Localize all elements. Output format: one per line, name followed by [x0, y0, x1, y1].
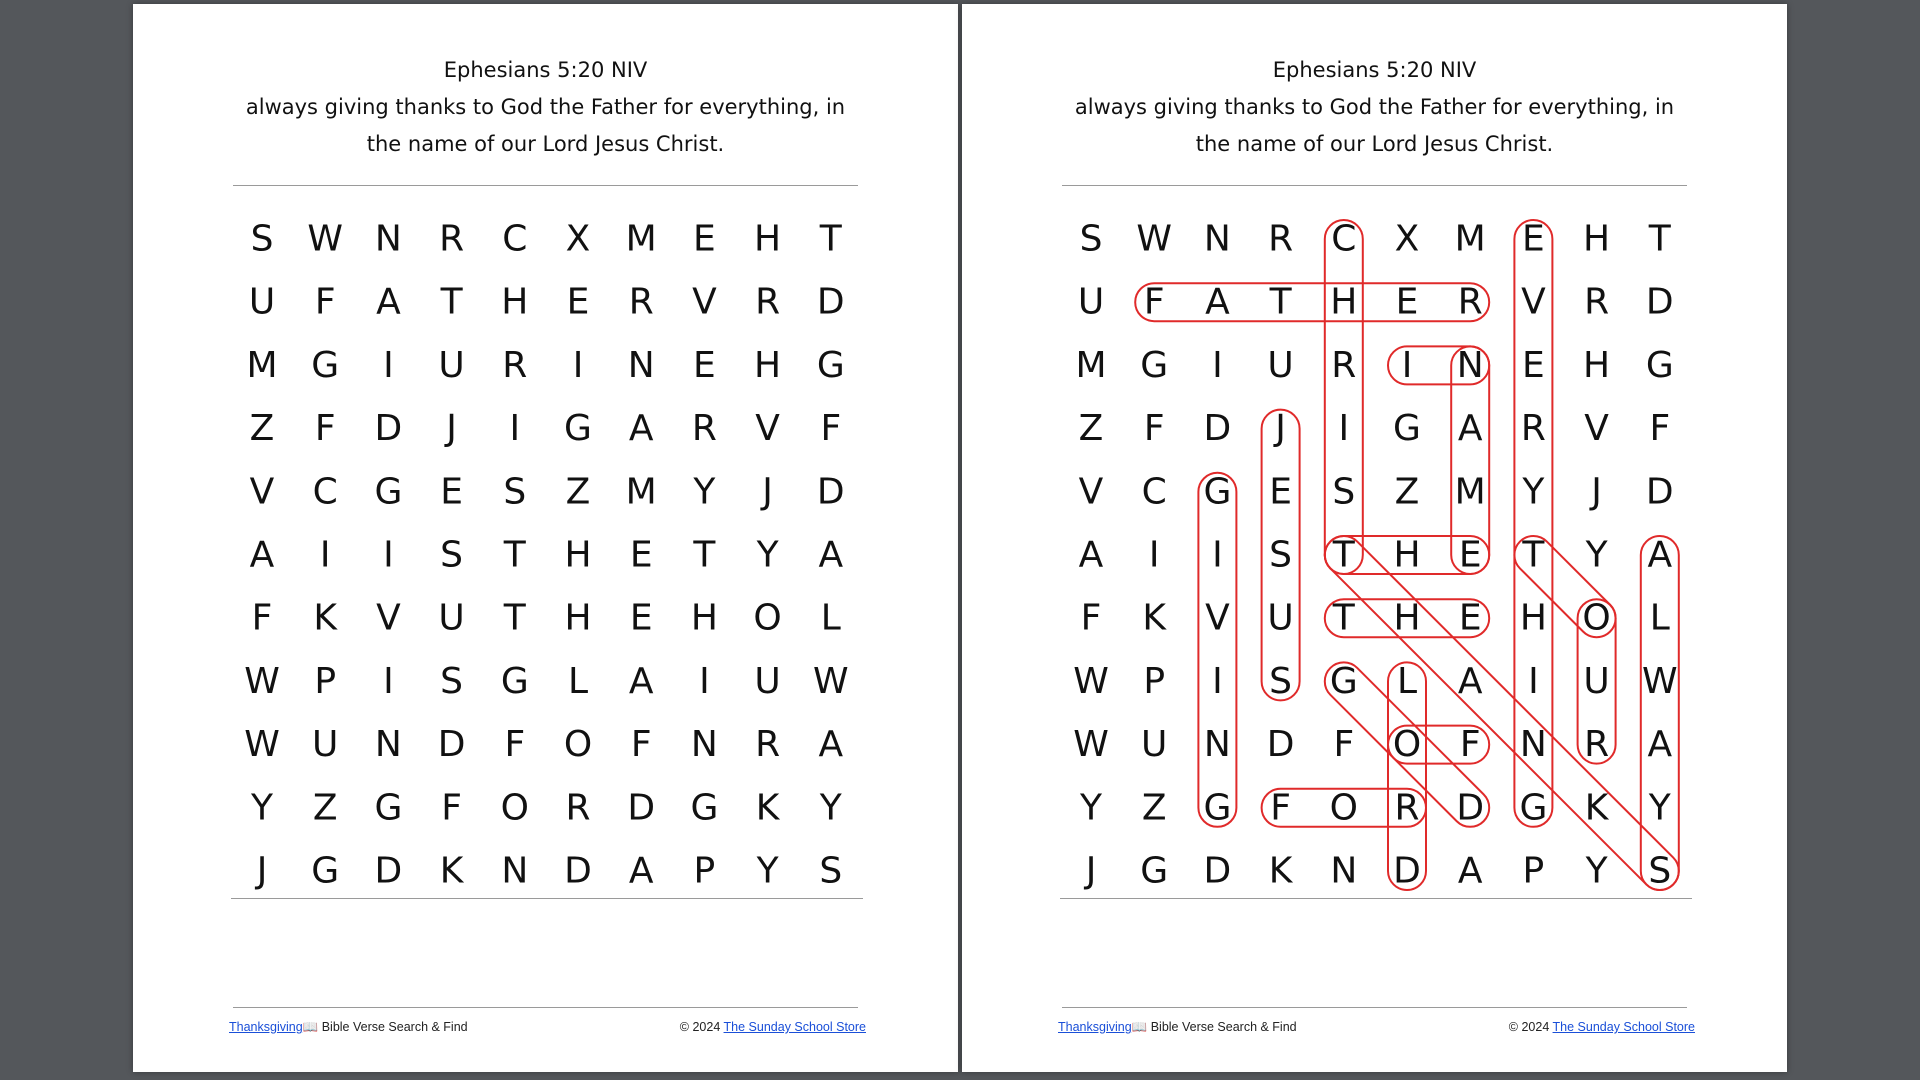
bottom-divider — [231, 898, 863, 899]
footer-title — [1058, 1020, 1297, 1035]
grid-letter: G — [374, 787, 403, 829]
grid-letter: F — [314, 408, 336, 450]
grid-letter: N — [1456, 344, 1484, 386]
grid-letter: K — [439, 850, 464, 892]
grid-letter: R — [565, 787, 591, 829]
grid-letter: R — [1584, 724, 1610, 766]
grid-letter: G — [1329, 660, 1358, 702]
grid-letter: I — [1338, 408, 1350, 450]
grid-letter: J — [1275, 408, 1286, 450]
grid-letter: I — [509, 408, 521, 450]
grid-letter: T — [1332, 597, 1355, 639]
grid-letter: I — [319, 534, 331, 576]
thanksgiving-link[interactable]: Thanksgiving — [229, 1020, 303, 1034]
grid-letter: U — [1077, 281, 1105, 323]
grid-letter: C — [1331, 218, 1357, 260]
grid-letter: Y — [1522, 471, 1545, 513]
grid-letter: R — [439, 218, 465, 260]
grid-letter: V — [1521, 281, 1546, 323]
grid-letter: L — [1649, 597, 1670, 639]
answer-highlight-father — [1135, 283, 1489, 321]
verse-line-1: always giving thanks to God the Father for everything, in — [1074, 95, 1675, 119]
grid-letter: R — [691, 408, 717, 450]
footer-divider — [1062, 1007, 1687, 1008]
grid-letter: L — [820, 597, 841, 639]
grid-letter: E — [440, 471, 463, 513]
grid-letter: N — [374, 724, 402, 766]
grid-letter: R — [1520, 408, 1546, 450]
grid-letter: W — [244, 724, 280, 766]
grid-letter: Y — [1080, 787, 1102, 829]
store-link[interactable]: The Sunday School Store — [723, 1020, 866, 1034]
grid-letter: M — [1075, 344, 1107, 386]
grid-letter: J — [256, 850, 268, 892]
grid-letter: A — [628, 850, 654, 892]
grid-letter: V — [692, 281, 717, 323]
grid-letter: Y — [756, 534, 779, 576]
grid-letter: F — [1459, 724, 1481, 766]
grid-letter: S — [1648, 850, 1672, 892]
grid-letter: C — [1141, 471, 1167, 513]
grid-letter: Z — [1141, 787, 1167, 829]
grid-letter: W — [1641, 660, 1678, 702]
grid-letter: F — [504, 724, 526, 766]
grid-letter: P — [693, 850, 716, 892]
grid-letter: D — [816, 281, 845, 323]
grid-letter: N — [374, 218, 402, 260]
grid-letter: M — [1454, 218, 1486, 260]
grid-letter: G — [1645, 344, 1674, 386]
grid-letter: J — [1591, 471, 1602, 513]
grid-letter: U — [1583, 660, 1610, 702]
grid-letter: G — [311, 344, 340, 386]
grid-letter: G — [816, 344, 845, 386]
grid-letter: H — [1519, 597, 1547, 639]
grid-letter: S — [250, 218, 274, 260]
footer-title-text: Bible Verse Search & Find — [1147, 1020, 1297, 1034]
grid-letter: D — [627, 787, 656, 829]
grid-letter: I — [383, 344, 394, 386]
grid-letter: H — [1330, 281, 1358, 323]
grid-letter: T — [1332, 534, 1355, 576]
grid-letter: P — [1522, 850, 1545, 892]
grid-letter: Y — [819, 787, 842, 829]
grid-letter: T — [819, 218, 842, 260]
grid-letter: D — [1266, 724, 1295, 766]
grid-letter: W — [307, 218, 344, 260]
grid-letter: Z — [249, 408, 275, 450]
grid-letter: Y — [1585, 534, 1608, 576]
grid-letter: F — [1649, 408, 1671, 450]
grid-letter: G — [500, 660, 529, 702]
store-link[interactable]: The Sunday School Store — [1552, 1020, 1695, 1034]
grid-letter: T — [1522, 534, 1545, 576]
grid-letter: E — [1269, 471, 1292, 513]
grid-letter: P — [314, 660, 337, 702]
grid-letter: I — [1401, 344, 1413, 386]
grid-letter: F — [1143, 281, 1165, 323]
grid-letter: I — [1212, 534, 1223, 576]
thanksgiving-link[interactable]: Thanksgiving — [1058, 1020, 1132, 1034]
grid-letter: E — [629, 597, 653, 639]
grid-letter: O — [500, 787, 529, 829]
grid-letter: A — [818, 534, 844, 576]
book-icon: 📖 — [1131, 1020, 1148, 1034]
grid-letter: A — [1457, 408, 1483, 450]
grid-letter: C — [502, 218, 528, 260]
grid-letter: H — [1583, 344, 1611, 386]
grid-letter: D — [816, 471, 845, 513]
grid-letter: G — [1203, 787, 1232, 829]
footer-copyright — [680, 1020, 866, 1034]
grid-letter: U — [1267, 597, 1294, 639]
grid-letter: I — [1528, 660, 1539, 702]
grid-letter: T — [1648, 218, 1671, 260]
answer-highlight-christ — [1325, 220, 1363, 574]
grid-letter: W — [812, 660, 849, 702]
grid-letter: A — [376, 281, 401, 323]
grid-letter: D — [437, 724, 466, 766]
book-icon: 📖 — [302, 1020, 319, 1034]
grid-letter: J — [446, 408, 457, 450]
grid-letter: K — [755, 787, 780, 829]
grid-letter: G — [1519, 787, 1548, 829]
grid-letter: S — [1269, 660, 1293, 702]
grid-letter: H — [1583, 218, 1611, 260]
grid-letter: K — [1268, 850, 1293, 892]
grid-letter: U — [1267, 344, 1294, 386]
grid-letter: A — [1205, 281, 1230, 323]
grid-letter: H — [1393, 597, 1421, 639]
grid-letter: G — [1140, 850, 1169, 892]
verse-reference: Ephesians 5:20 NIV — [1272, 58, 1477, 82]
grid-letter: O — [1582, 597, 1611, 639]
grid-letter: N — [1519, 724, 1547, 766]
grid-letter: K — [1584, 787, 1609, 829]
grid-letter: F — [1080, 597, 1102, 639]
footer-copyright — [1509, 1020, 1695, 1034]
grid-letter: V — [1205, 597, 1230, 639]
grid-letter: L — [1396, 660, 1418, 702]
grid-letter: O — [753, 597, 782, 639]
grid-letter: M — [246, 344, 278, 386]
grid-letter: R — [1268, 218, 1294, 260]
grid-letter: R — [755, 724, 781, 766]
grid-letter: N — [690, 724, 718, 766]
grid-letter: R — [1394, 787, 1420, 829]
grid-letter: K — [313, 597, 338, 639]
grid-letter: X — [565, 218, 591, 260]
grid-letter: A — [818, 724, 844, 766]
answer-highlight-giving — [1198, 473, 1236, 827]
grid-letter: E — [566, 281, 590, 323]
grid-letter: W — [1073, 724, 1109, 766]
grid-letter: Y — [693, 471, 716, 513]
grid-letter: R — [1584, 281, 1610, 323]
grid-letter: A — [1647, 534, 1673, 576]
grid-letter: A — [249, 534, 275, 576]
grid-letter: N — [1203, 724, 1231, 766]
grid-letter: R — [628, 281, 654, 323]
grid-letter: S — [819, 850, 843, 892]
grid-letter: Y — [1585, 850, 1608, 892]
grid-letter: T — [693, 534, 716, 576]
grid-letter: C — [312, 471, 338, 513]
verse-line-1: always giving thanks to God the Father for everything, in — [245, 95, 846, 119]
grid-letter: U — [248, 281, 276, 323]
grid-letter: T — [503, 597, 526, 639]
grid-letter: G — [1393, 408, 1421, 450]
grid-letter: D — [1393, 850, 1421, 892]
grid-letter: W — [1073, 660, 1109, 702]
grid-letter: M — [625, 471, 657, 513]
grid-letter: U — [1141, 724, 1168, 766]
answer-key-grid — [962, 4, 1787, 924]
grid-letter: G — [690, 787, 719, 829]
footer-title — [229, 1020, 468, 1035]
footer-title-text: Bible Verse Search & Find — [318, 1020, 468, 1034]
grid-letter: Z — [312, 787, 338, 829]
grid-letter: S — [1269, 534, 1293, 576]
grid-letter: O — [1392, 724, 1422, 766]
grid-letter: I — [699, 660, 710, 702]
grid-letter: D — [1203, 408, 1232, 450]
answer-highlight-always — [1641, 536, 1679, 890]
grid-letter: N — [627, 344, 655, 386]
grid-letter: I — [572, 344, 584, 386]
grid-letter: D — [1645, 471, 1674, 513]
grid-letter: E — [1522, 344, 1545, 386]
grid-letter: U — [438, 597, 465, 639]
grid-letter: R — [502, 344, 528, 386]
grid-letter: F — [441, 787, 462, 829]
grid-letter: A — [1647, 724, 1673, 766]
grid-letter: F — [314, 281, 336, 323]
grid-letter: N — [1330, 850, 1358, 892]
grid-letter: D — [374, 850, 403, 892]
puzzle-page — [133, 4, 958, 1072]
grid-letter: R — [1457, 281, 1483, 323]
grid-letter: L — [567, 660, 589, 702]
grid-letter: Y — [251, 787, 273, 829]
grid-letter: E — [1395, 281, 1419, 323]
answer-highlight-thanks — [1317, 528, 1687, 898]
grid-letter: F — [1270, 787, 1291, 829]
grid-letter: K — [1142, 597, 1167, 639]
grid-letter: R — [1331, 344, 1357, 386]
grid-letter: G — [1203, 471, 1232, 513]
grid-letter: H — [501, 281, 529, 323]
grid-letter: E — [693, 218, 716, 260]
grid-letter: W — [1136, 218, 1173, 260]
grid-letter: V — [376, 597, 401, 639]
grid-letter: S — [1079, 218, 1103, 260]
grid-letter: H — [754, 218, 782, 260]
grid-letter: I — [383, 660, 394, 702]
grid-letter: U — [438, 344, 465, 386]
grid-letter: D — [374, 408, 403, 450]
grid-letter: G — [311, 850, 340, 892]
grid-letter: N — [1203, 218, 1231, 260]
grid-letter: U — [312, 724, 339, 766]
grid-letter: A — [1457, 660, 1483, 702]
grid-letter: R — [755, 281, 781, 323]
grid-letter: I — [383, 534, 394, 576]
grid-letter: Y — [756, 850, 779, 892]
footer-divider — [233, 1007, 858, 1008]
grid-letter: V — [249, 471, 275, 513]
grid-letter: A — [1457, 850, 1483, 892]
grid-letter: I — [1148, 534, 1160, 576]
grid-letter: I — [1212, 660, 1223, 702]
grid-letter: M — [625, 218, 657, 260]
grid-letter: Z — [565, 471, 591, 513]
grid-letter: G — [564, 408, 592, 450]
grid-letter: A — [628, 408, 654, 450]
word-search-grid — [133, 4, 958, 924]
grid-letter: X — [1394, 218, 1420, 260]
grid-letter: D — [1456, 787, 1485, 829]
grid-letter: F — [630, 724, 652, 766]
grid-letter: I — [1212, 344, 1223, 386]
grid-letter: G — [1140, 344, 1169, 386]
answer-key-page — [962, 4, 1787, 1072]
grid-letter: A — [1078, 534, 1104, 576]
grid-letter: E — [693, 344, 716, 386]
grid-letter: E — [629, 534, 653, 576]
verse-line-2: the name of our Lord Jesus Christ. — [366, 132, 725, 156]
grid-letter: W — [244, 660, 280, 702]
grid-letter: H — [754, 344, 782, 386]
grid-letter: S — [440, 660, 464, 702]
grid-letter: S — [440, 534, 464, 576]
grid-letter: M — [1454, 471, 1486, 513]
grid-letter: S — [503, 471, 527, 513]
grid-letter: H — [564, 597, 592, 639]
grid-letter: A — [628, 660, 654, 702]
grid-letter: H — [1393, 534, 1421, 576]
grid-letter: J — [1085, 850, 1097, 892]
copyright-text: © 2024 — [679, 1020, 724, 1034]
grid-letter: V — [1078, 471, 1104, 513]
grid-letter: T — [503, 534, 526, 576]
grid-letter: F — [1143, 408, 1165, 450]
grid-letter: D — [564, 850, 592, 892]
grid-letter: H — [690, 597, 718, 639]
grid-letter: O — [563, 724, 593, 766]
grid-letter: F — [820, 408, 842, 450]
grid-letter: P — [1143, 660, 1166, 702]
grid-letter: V — [755, 408, 780, 450]
verse-line-2: the name of our Lord Jesus Christ. — [1195, 132, 1554, 156]
grid-letter: O — [1329, 787, 1358, 829]
grid-letter: S — [1332, 471, 1356, 513]
bottom-divider — [1060, 898, 1692, 899]
grid-letter: G — [374, 471, 403, 513]
copyright-text: © 2024 — [1508, 1020, 1553, 1034]
grid-letter: T — [440, 281, 463, 323]
grid-letter: J — [762, 471, 773, 513]
verse-reference: Ephesians 5:20 NIV — [443, 58, 648, 82]
grid-letter: U — [754, 660, 781, 702]
grid-letter: D — [1203, 850, 1232, 892]
grid-letter: D — [1645, 281, 1674, 323]
grid-letter: T — [1269, 281, 1292, 323]
grid-letter: Z — [1394, 471, 1420, 513]
grid-letter: H — [564, 534, 592, 576]
grid-letter: E — [1458, 597, 1482, 639]
grid-letter: F — [1333, 724, 1355, 766]
grid-letter: E — [1522, 218, 1545, 260]
grid-letter: Y — [1648, 787, 1671, 829]
grid-letter: Z — [1078, 408, 1104, 450]
grid-letter: E — [1458, 534, 1482, 576]
grid-letter: V — [1584, 408, 1609, 450]
grid-letter: F — [251, 597, 273, 639]
grid-letter: N — [501, 850, 529, 892]
